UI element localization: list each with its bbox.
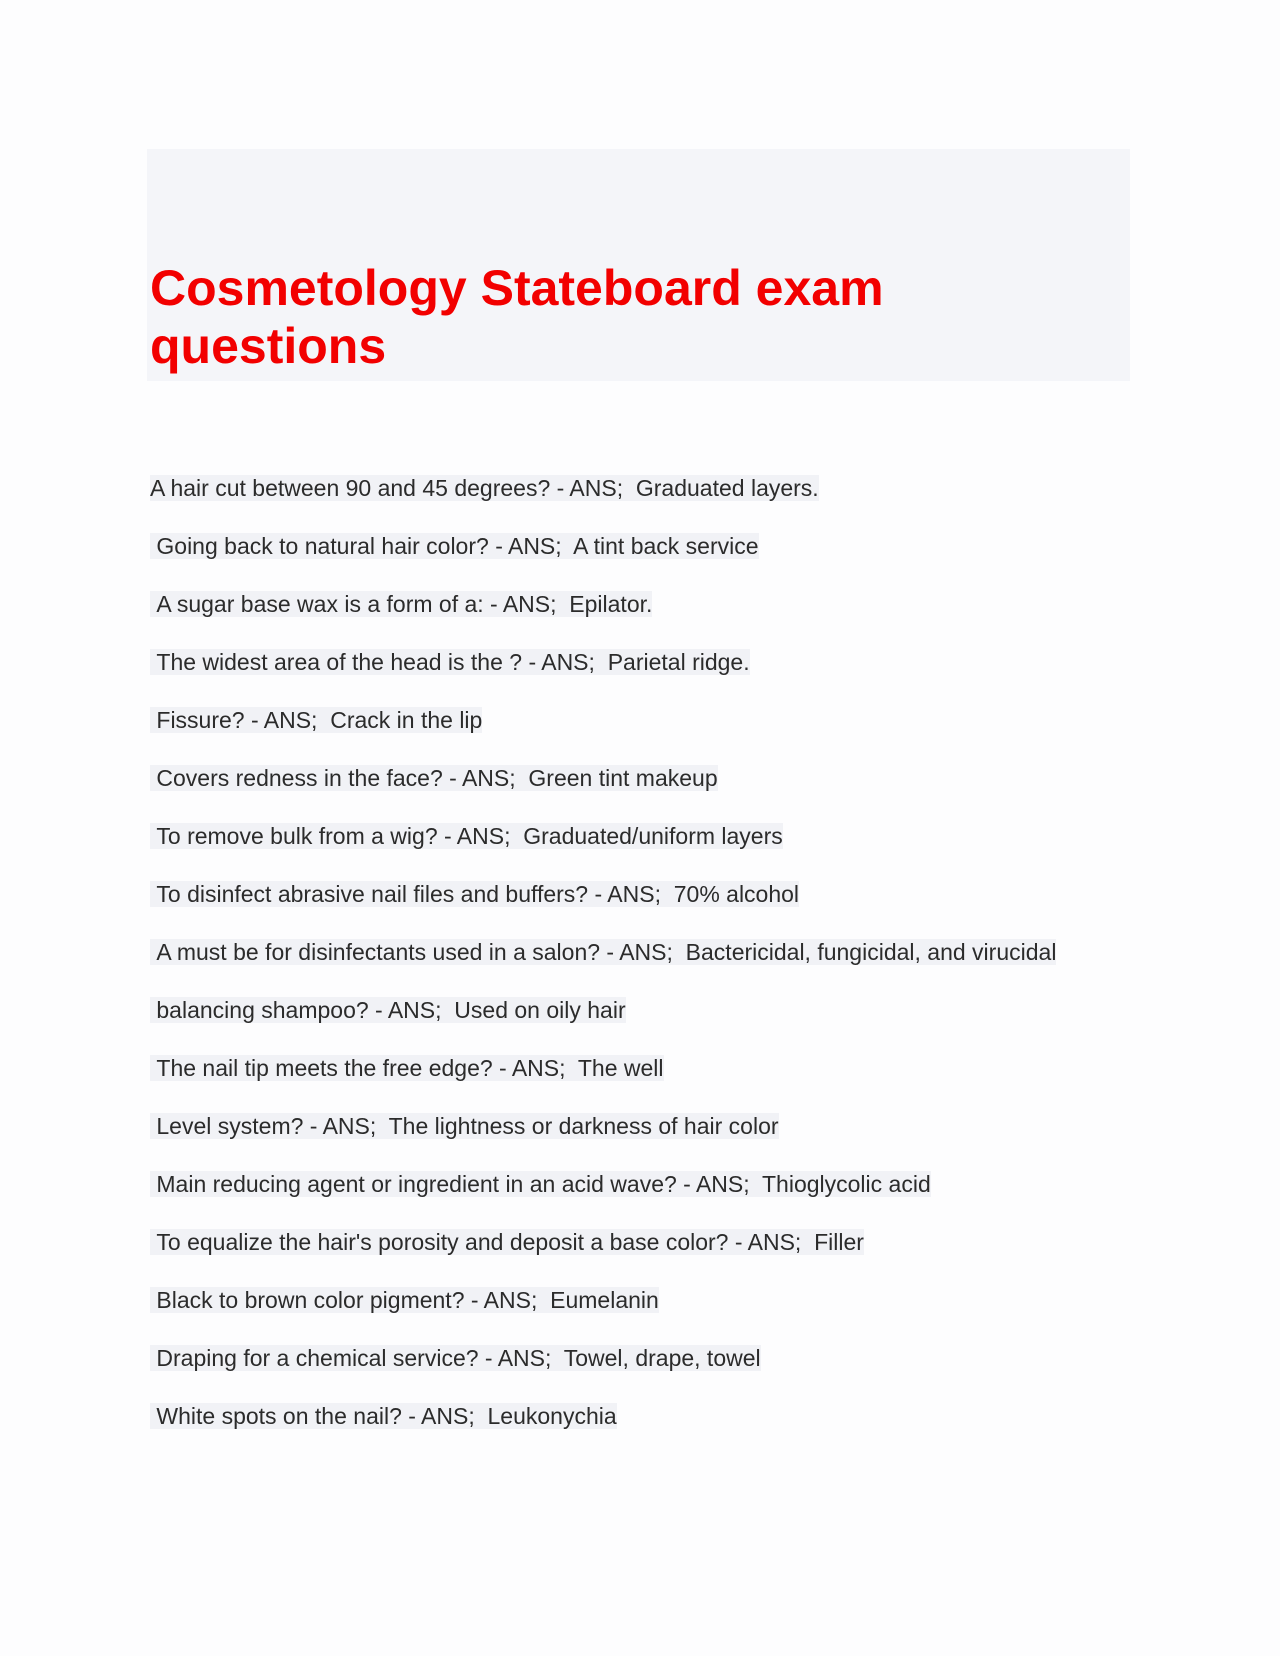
qa-text: A hair cut between 90 and 45 degrees? - ANS; Graduated layers.: [150, 475, 819, 501]
qa-item-14: [150, 1228, 1080, 1257]
qa-item-5: [150, 706, 1080, 735]
qa-text: Fissure? - ANS; Crack in the lip: [150, 707, 483, 733]
qa-item-3: [150, 590, 1080, 619]
qa-text: The widest area of the head is the ? - ANS; Parietal ridge.: [150, 649, 750, 675]
qa-text: Draping for a chemical service? - ANS; Towel, drape, towel: [150, 1345, 761, 1371]
qa-text: To equalize the hair's porosity and deposit a base color? - ANS; Filler: [150, 1229, 864, 1255]
qa-item-13: [150, 1170, 1080, 1199]
qa-item-8: [150, 880, 1080, 909]
qa-text: To remove bulk from a wig? - ANS; Graduated/uniform layers: [150, 823, 783, 849]
qa-item-9: [150, 938, 1080, 967]
qa-text: To disinfect abrasive nail files and buffers? - ANS; 70% alcohol: [150, 881, 800, 907]
qa-text: A sugar base wax is a form of a: - ANS; Epilator.: [150, 591, 653, 617]
qa-text: Main reducing agent or ingredient in an acid wave? - ANS; Thioglycolic acid: [150, 1171, 931, 1197]
qa-text: Going back to natural hair color? - ANS; A tint back service: [150, 533, 759, 559]
qa-item-17: [150, 1402, 1080, 1431]
qa-item-11: [150, 1054, 1080, 1083]
qa-item-10: [150, 996, 1080, 1025]
qa-text: Black to brown color pigment? - ANS; Eumelanin: [150, 1287, 659, 1313]
qa-item-15: [150, 1286, 1080, 1315]
qa-item-6: [150, 764, 1080, 793]
qa-text: balancing shampoo? - ANS; Used on oily hair: [150, 997, 626, 1023]
page-title: Cosmetology Stateboard exam questions: [150, 260, 884, 374]
qa-item-2: [150, 532, 1080, 561]
qa-item-12: [150, 1112, 1080, 1141]
qa-text: The nail tip meets the free edge? - ANS; The well: [150, 1055, 664, 1081]
qa-text: White spots on the nail? - ANS; Leukonychia: [150, 1403, 617, 1429]
title-band: [147, 149, 1130, 381]
qa-item-7: [150, 822, 1080, 851]
qa-item-16: [150, 1344, 1080, 1373]
qa-list: [150, 474, 1080, 1460]
qa-text: Level system? - ANS; The lightness or darkness of hair color: [150, 1113, 779, 1139]
qa-item-4: [150, 648, 1080, 677]
qa-text: A must be for disinfectants used in a salon? - ANS; Bactericidal, fungicidal, and virucidal: [150, 939, 1057, 965]
qa-text: Covers redness in the face? - ANS; Green tint makeup: [150, 765, 718, 791]
qa-item-1: [150, 474, 1080, 503]
